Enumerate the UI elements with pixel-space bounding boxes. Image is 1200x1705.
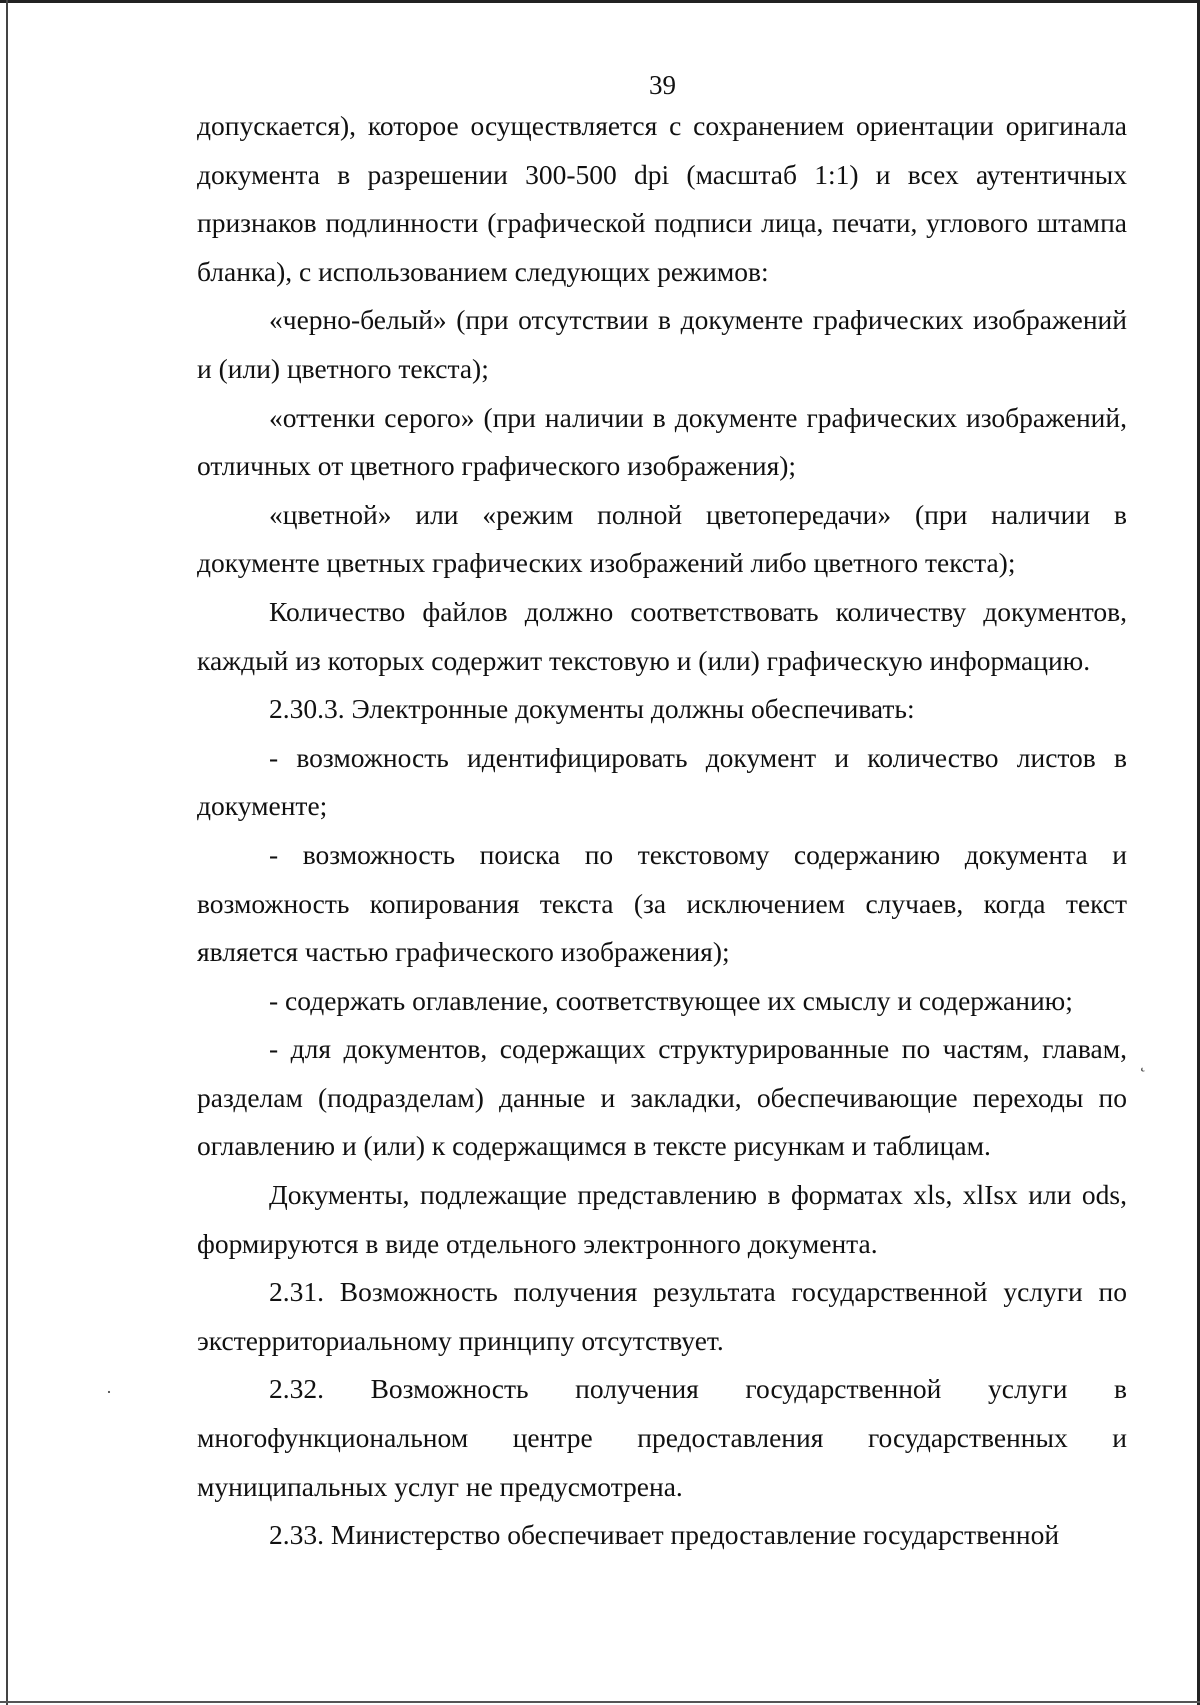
paragraph: Документы, подлежащие представлению в форматах xls, xlIsx или ods, формируются в виде отдельного электронного документа.: [197, 1179, 1127, 1259]
paragraph: - содержать оглавление, соответствующее их смыслу и содержанию;: [269, 984, 1073, 1016]
paragraph: «цветной» или «режим полной цветопередачи» (при наличии в документе цветных графических изображений либо цветного текста);: [197, 498, 1127, 579]
paragraph: допускается), которое осуществляется с сохранением ориентации оригинала документа в разрешении 300-500 dpi (масштаб 1:1) и всех аутентичных признаков подлинности (графической подписи лица, печати, углового штампа бланка), с использованием следующих режимов:: [197, 110, 1127, 287]
paragraph: «черно-белый» (при отсутствии в документе графических изображений и (или) цветного текста);: [197, 304, 1127, 384]
page-number: 39: [649, 70, 676, 100]
document-body: [197, 102, 1127, 1560]
scan-edge-bottom: [0, 1701, 1200, 1703]
paragraph: Количество файлов должно соответствовать количеству документов, каждый из которых содержит текстовую и (или) графическую информацию.: [197, 595, 1127, 676]
paragraph: 2.30.3. Электронные документы должны обеспечивать:: [269, 693, 915, 725]
scan-speck-mark: ˛: [1140, 1052, 1146, 1072]
paragraph: 2.32. Возможность получения государственной услуги в многофункциональном центре предоставления государственных и муниципальных услуг не предусмотрена.: [197, 1373, 1127, 1502]
paragraph: «оттенки серого» (при наличии в документе графических изображений, отличных от цветного графического изображения);: [197, 401, 1127, 482]
scan-edge-left: [6, 0, 8, 1705]
paragraph: - возможность идентифицировать документ и количество листов в документе;: [197, 741, 1127, 822]
paragraph: 2.33. Министерство обеспечивает предоставление государственной: [269, 1519, 1060, 1551]
paragraph: 2.31. Возможность получения результата государственной услуги по экстерриториальному принципу отсутствует.: [197, 1276, 1127, 1356]
paragraph: - возможность поиска по текстовому содержанию документа и возможность копирования текста (за исключением случаев, когда текст является частью графического изображения);: [197, 838, 1127, 968]
paragraph: - для документов, содержащих структурированные по частям, главам, разделам (подразделам) данные и закладки, обеспечивающие переходы по оглавлению и (или) к содержащимся в тексте рисункам и таблицам.: [197, 1033, 1127, 1162]
scan-speck-mark: ·: [106, 1382, 112, 1402]
